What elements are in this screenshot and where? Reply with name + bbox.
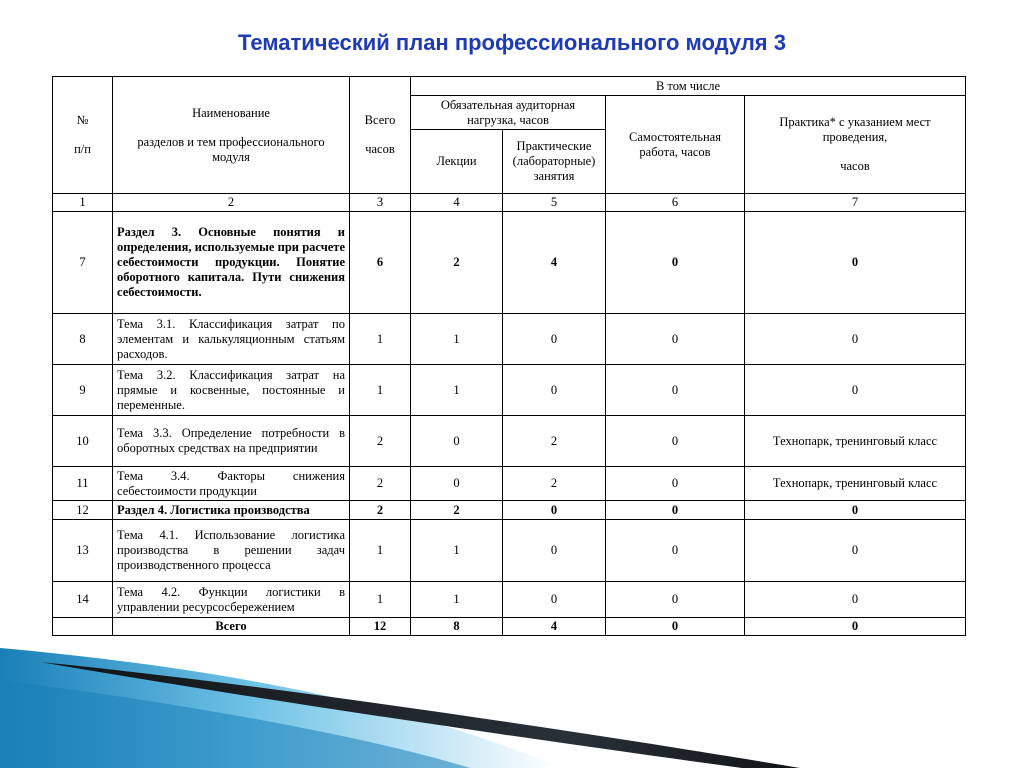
row-lectures: 2 [411, 501, 503, 520]
column-number: 2 [113, 194, 350, 212]
column-numbers-row [53, 194, 966, 212]
row-number: 12 [53, 501, 113, 520]
row-independent: 0 [606, 416, 745, 467]
column-number: 6 [606, 194, 745, 212]
table-row [53, 365, 966, 416]
header-lectures: Лекции [411, 130, 503, 194]
row-number: 10 [53, 416, 113, 467]
row-lectures: 0 [411, 467, 503, 501]
header-name: Наименование разделов и тем профессионального модуля [113, 77, 350, 194]
row-total: 1 [350, 365, 411, 416]
total-row-number [53, 618, 113, 636]
row-independent: 0 [606, 501, 745, 520]
row-total: 2 [350, 501, 411, 520]
row-total: 1 [350, 582, 411, 618]
column-number: 4 [411, 194, 503, 212]
row-practice: 0 [745, 520, 966, 582]
row-lectures: 2 [411, 212, 503, 314]
row-total: 6 [350, 212, 411, 314]
row-number: 8 [53, 314, 113, 365]
row-independent: 0 [606, 314, 745, 365]
row-lectures: 1 [411, 582, 503, 618]
table-row [53, 314, 966, 365]
table-row [53, 467, 966, 501]
row-lectures: 1 [411, 314, 503, 365]
row-name: Тема 3.4. Факторы снижения себестоимости продукции [113, 467, 350, 501]
row-independent: 0 [606, 212, 745, 314]
row-practical: 0 [503, 582, 606, 618]
row-practice: 0 [745, 212, 966, 314]
row-number: 11 [53, 467, 113, 501]
header-total-hours: Всего часов [350, 77, 411, 194]
row-independent: 0 [606, 520, 745, 582]
header-practical-classes: Практические (лабораторные) занятия [503, 130, 606, 194]
total-row-lectures: 8 [411, 618, 503, 636]
row-independent: 0 [606, 467, 745, 501]
row-total: 1 [350, 520, 411, 582]
row-total: 2 [350, 416, 411, 467]
row-practical: 2 [503, 467, 606, 501]
row-name: Раздел 4. Логистика производства [113, 501, 350, 520]
total-row-total: 12 [350, 618, 411, 636]
row-practice: 0 [745, 582, 966, 618]
row-number: 13 [53, 520, 113, 582]
row-practical: 0 [503, 520, 606, 582]
decorative-swoosh [0, 640, 1024, 768]
header-independent-work: Самостоятельная работа, часов [606, 96, 745, 194]
row-practice: 0 [745, 501, 966, 520]
row-lectures: 0 [411, 416, 503, 467]
row-practice: 0 [745, 314, 966, 365]
row-number: 7 [53, 212, 113, 314]
row-total: 1 [350, 314, 411, 365]
row-lectures: 1 [411, 365, 503, 416]
row-name: Тема 3.3. Определение потребности в оборотных средствах на предприятии [113, 416, 350, 467]
row-practical: 4 [503, 212, 606, 314]
row-name: Тема 4.2. Функции логистики в управлении ресурсосбережением [113, 582, 350, 618]
header-including: В том числе [411, 77, 966, 96]
row-name: Тема 4.1. Использование логистика производства в решении задач производственного процесса [113, 520, 350, 582]
column-number: 5 [503, 194, 606, 212]
row-practical: 2 [503, 416, 606, 467]
row-lectures: 1 [411, 520, 503, 582]
column-number: 7 [745, 194, 966, 212]
thematic-plan-table [52, 76, 966, 636]
table-row [53, 416, 966, 467]
header-practice: Практика* с указанием мест проведения, часов [745, 96, 966, 194]
table-row [53, 212, 966, 314]
header-number: № п/п [53, 77, 113, 194]
row-practical: 0 [503, 365, 606, 416]
row-name: Раздел 3. Основные понятия и определения, используемые при расчете себестоимости продукции. Понятие оборотного капитала. Пути снижения себестоимости. [113, 212, 350, 314]
row-practical: 0 [503, 501, 606, 520]
row-number: 9 [53, 365, 113, 416]
total-row-independent: 0 [606, 618, 745, 636]
row-number: 14 [53, 582, 113, 618]
column-number: 3 [350, 194, 411, 212]
row-total: 2 [350, 467, 411, 501]
total-row-label: Всего [113, 618, 350, 636]
table-row [53, 501, 966, 520]
row-practice: Технопарк, тренинговый класс [745, 416, 966, 467]
row-name: Тема 3.1. Классификация затрат по элементам и калькуляционным статьям расходов. [113, 314, 350, 365]
row-practical: 0 [503, 314, 606, 365]
header-mandatory-load: Обязательная аудиторная нагрузка, часов [411, 96, 606, 130]
page-title: Тематический план профессионального модуля 3 [238, 30, 786, 55]
total-row-practice: 0 [745, 618, 966, 636]
total-row-practical: 4 [503, 618, 606, 636]
table-row [53, 520, 966, 582]
row-name: Тема 3.2. Классификация затрат на прямые и косвенные, постоянные и переменные. [113, 365, 350, 416]
row-independent: 0 [606, 365, 745, 416]
total-row [53, 618, 966, 636]
row-practice: 0 [745, 365, 966, 416]
row-independent: 0 [606, 582, 745, 618]
table-row [53, 582, 966, 618]
row-practice: Технопарк, тренинговый класс [745, 467, 966, 501]
column-number: 1 [53, 194, 113, 212]
